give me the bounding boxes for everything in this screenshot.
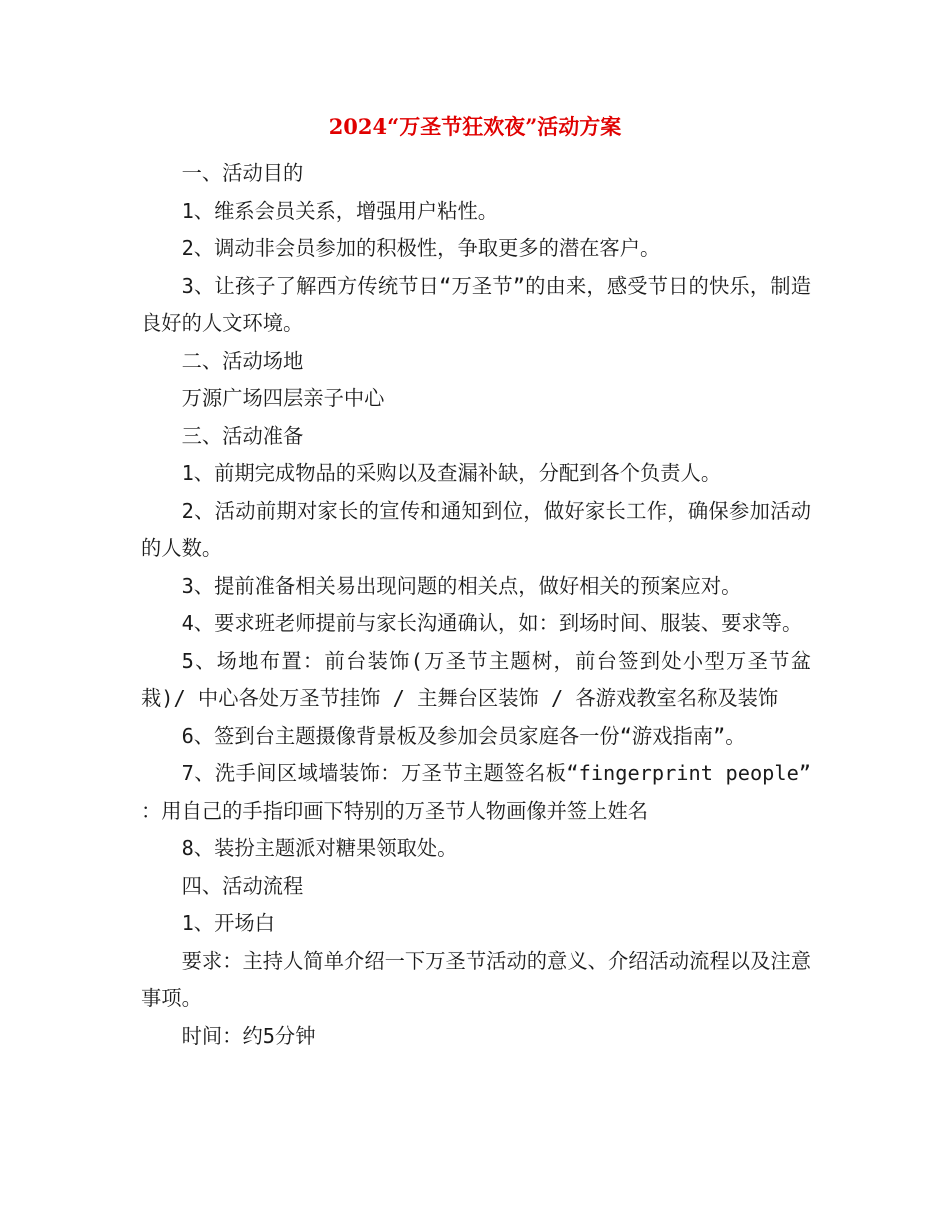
paragraph: 1、维系会员关系，增强用户粘性。 <box>181 198 499 223</box>
paragraph: 8、装扮主题派对糖果领取处。 <box>181 836 458 860</box>
paragraph: 要求：主持人简单介绍一下万圣节活动的意义、介绍活动流程以及注意事项。 <box>141 948 811 1010</box>
document-body <box>141 155 811 1055</box>
paragraph: 万源广场四层亲子中心 <box>181 386 385 410</box>
paragraph: 2、活动前期对家长的宣传和通知到位，做好家长工作，确保参加活动的人数。 <box>141 498 811 560</box>
paragraph: 6、签到台主题摄像背景板及参加会员家庭各一份“游戏指南”。 <box>181 723 746 748</box>
paragraph: 2、调动非会员参加的积极性，争取更多的潜在客户。 <box>181 236 661 260</box>
paragraph: 1、开场白 <box>181 911 275 935</box>
section-heading: 三、活动准备 <box>181 423 304 448</box>
document-title: 2024“万圣节狂欢夜”活动方案 <box>328 114 622 139</box>
paragraph: 4、要求班老师提前与家长沟通确认，如：到场时间、服装、要求等。 <box>181 611 803 635</box>
paragraph: 时间：约5分钟 <box>181 1023 316 1048</box>
section-heading: 一、活动目的 <box>181 161 304 185</box>
section-heading: 四、活动流程 <box>181 873 304 898</box>
paragraph: 3、提前准备相关易出现问题的相关点，做好相关的预案应对。 <box>181 573 742 598</box>
section-heading: 二、活动场地 <box>181 348 304 373</box>
paragraph: 7、洗手间区域墙装饰：万圣节主题签名板“fingerprint people” ：用自己的手指印画下特别的万圣节人物画像并签上姓名 <box>141 761 811 823</box>
paragraph: 1、前期完成物品的采购以及查漏补缺，分配到各个负责人。 <box>181 461 722 485</box>
paragraph: 3、让孩子了解西方传统节日“万圣节”的由来，感受节日的快乐，制造良好的人文环境。 <box>141 273 811 335</box>
paragraph: 5、场地布置：前台装饰(万圣节主题树，前台签到处小型万圣节盆栽)/ 中心各处万圣节挂饰 / 主舞台区装饰 / 各游戏教室名称及装饰 <box>141 648 811 710</box>
